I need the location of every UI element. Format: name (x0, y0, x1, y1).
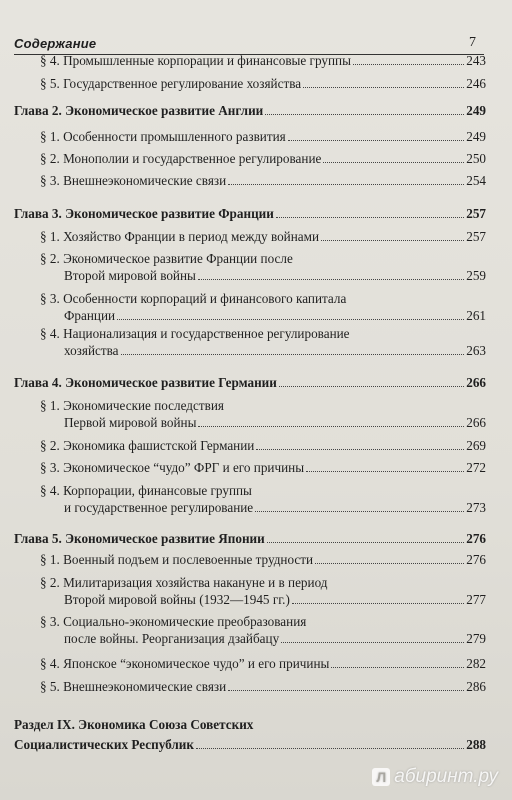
toc-entry-title: § 2. Монополии и государственное регулирование (40, 151, 322, 166)
toc-entry-title: § 1. Особенности промышленного развития (40, 129, 286, 144)
toc-leader-dots (198, 426, 464, 427)
toc-entry-title: Глава 5. Экономическое развитие Японии (14, 531, 265, 546)
toc-page-number: 249 (466, 129, 486, 144)
toc-entry-title: после войны. Реорганизация дзайбацу (64, 631, 280, 646)
toc-page-number: 250 (466, 151, 486, 166)
toc-entry-title: § 2. Милитаризация хозяйства накануне и в период (40, 575, 328, 590)
toc-section-entry (40, 613, 486, 647)
toc-page-number: 273 (466, 500, 486, 515)
toc-entry-title: § 1. Экономические последствия (40, 398, 224, 413)
toc-page-number: 282 (466, 656, 486, 671)
toc-page-number: 243 (466, 53, 486, 68)
toc-entry-title: хозяйства (64, 343, 119, 358)
toc-entry-title: Социалистических Республик (14, 737, 194, 752)
toc-leader-dots (228, 184, 464, 185)
toc-section-entry (40, 228, 486, 245)
toc-leader-dots (279, 386, 464, 387)
toc-entry-title: Раздел IX. Экономика Союза Советских (14, 717, 254, 732)
toc-section-entry (40, 128, 486, 145)
toc-entry-title: § 5. Внешнеэкономические связи (40, 679, 227, 694)
toc-leader-dots (121, 354, 465, 355)
toc-entry-title: Второй мировой войны (1932—1945 гг.) (64, 592, 290, 607)
toc-entry-title: и государственное регулирование (64, 500, 254, 515)
toc-entry-title: Первой мировой войны (64, 415, 197, 430)
toc-entry-title: § 1. Хозяйство Франции в период между войнами (40, 229, 320, 244)
toc-entry-title: § 4. Японское “экономическое чудо” и его причины (40, 656, 330, 671)
watermark-logo-icon: Л (372, 768, 390, 786)
toc-entry-title: Глава 3. Экономическое развитие Франции (14, 206, 274, 221)
toc-leader-dots (315, 563, 464, 564)
toc-section-entry (40, 678, 486, 695)
watermark-text: абиринт.ру (394, 766, 498, 787)
toc-page-number: 249 (466, 103, 486, 118)
toc-entry-title: § 3. Внешнеэкономические связи (40, 173, 227, 188)
toc-leader-dots (198, 279, 464, 280)
toc-leader-dots (256, 449, 464, 450)
toc-section-entry (40, 250, 486, 284)
toc-section-entry (40, 150, 486, 167)
toc-page-number: 259 (466, 268, 486, 283)
toc-entry-title: § 5. Государственное регулирование хозяйства (40, 76, 302, 91)
toc-section-entry (40, 75, 486, 92)
toc-page-number: 263 (466, 343, 486, 358)
header-title: Содержание (14, 36, 97, 51)
toc-page-number: 254 (466, 173, 486, 188)
toc-entry-title: § 4. Национализация и государственное регулирование (40, 326, 350, 341)
toc-leader-dots (323, 162, 464, 163)
toc-entry-title: § 3. Особенности корпораций и финансового капитала (40, 291, 347, 306)
toc-section-entry (40, 172, 486, 189)
toc-chapter-entry (14, 102, 486, 119)
toc-entry-title: § 1. Военный подъем и послевоенные трудности (40, 552, 314, 567)
toc-part-entry (14, 715, 486, 755)
toc-page-number: 272 (466, 460, 486, 475)
toc-section-entry (40, 397, 486, 431)
toc-entry-title: § 4. Промышленные корпорации и финансовые группы (40, 53, 351, 68)
toc-leader-dots (281, 642, 464, 643)
toc-page-number: 266 (466, 375, 486, 390)
toc-leader-dots (306, 471, 464, 472)
toc-leader-dots (228, 690, 464, 691)
toc-section-entry (40, 325, 486, 359)
toc-chapter-entry (14, 530, 486, 547)
toc-entry-title: § 3. Экономическое “чудо” ФРГ и его причины (40, 460, 305, 475)
toc-leader-dots (288, 140, 464, 141)
toc-entry-title: Глава 2. Экономическое развитие Англии (14, 103, 264, 118)
toc-page-number: 279 (466, 631, 486, 646)
watermark (372, 766, 498, 788)
toc-page-number: 266 (466, 415, 486, 430)
header-page-number: 7 (469, 35, 476, 50)
toc-leader-dots (303, 87, 464, 88)
toc-chapter-entry (14, 205, 486, 222)
toc-leader-dots (267, 542, 464, 543)
toc-leader-dots (196, 748, 464, 749)
toc-section-entry (40, 482, 486, 516)
toc-page-number: 246 (466, 76, 486, 91)
toc-entry-title: § 4. Корпорации, финансовые группы (40, 483, 252, 498)
toc-page-number: 286 (466, 679, 486, 694)
toc-leader-dots (117, 319, 464, 320)
toc-section-entry (40, 290, 486, 324)
toc-leader-dots (331, 667, 464, 668)
toc-section-entry (40, 52, 486, 69)
toc-leader-dots (265, 114, 464, 115)
toc-leader-dots (255, 511, 464, 512)
toc-leader-dots (292, 603, 464, 604)
toc-page-number: 257 (466, 206, 486, 221)
toc-section-entry (40, 574, 486, 608)
toc-entry-title: § 3. Социально-экономические преобразования (40, 614, 307, 629)
toc-leader-dots (353, 64, 464, 65)
toc-page-number: 269 (466, 438, 486, 453)
toc-entry-title: Второй мировой войны (64, 268, 196, 283)
toc-entry-title: § 2. Экономическое развитие Франции после (40, 251, 293, 266)
toc-page-number: 277 (466, 592, 486, 607)
toc-page-number: 276 (466, 531, 486, 546)
toc-page-number: 276 (466, 552, 486, 567)
toc-section-entry (40, 551, 486, 568)
toc-page-number: 257 (466, 229, 486, 244)
toc-leader-dots (276, 217, 464, 218)
toc-page-number: 261 (466, 308, 486, 323)
toc-entry-title: Глава 4. Экономическое развитие Германии (14, 375, 277, 390)
toc-entry-title: § 2. Экономика фашистской Германии (40, 438, 255, 453)
toc-section-entry (40, 655, 486, 672)
toc-chapter-entry (14, 374, 486, 391)
toc-section-entry (40, 437, 486, 454)
toc-page-number: 288 (466, 737, 486, 752)
toc-leader-dots (321, 240, 464, 241)
toc-entry-title: Франции (64, 308, 116, 323)
toc-section-entry (40, 459, 486, 476)
